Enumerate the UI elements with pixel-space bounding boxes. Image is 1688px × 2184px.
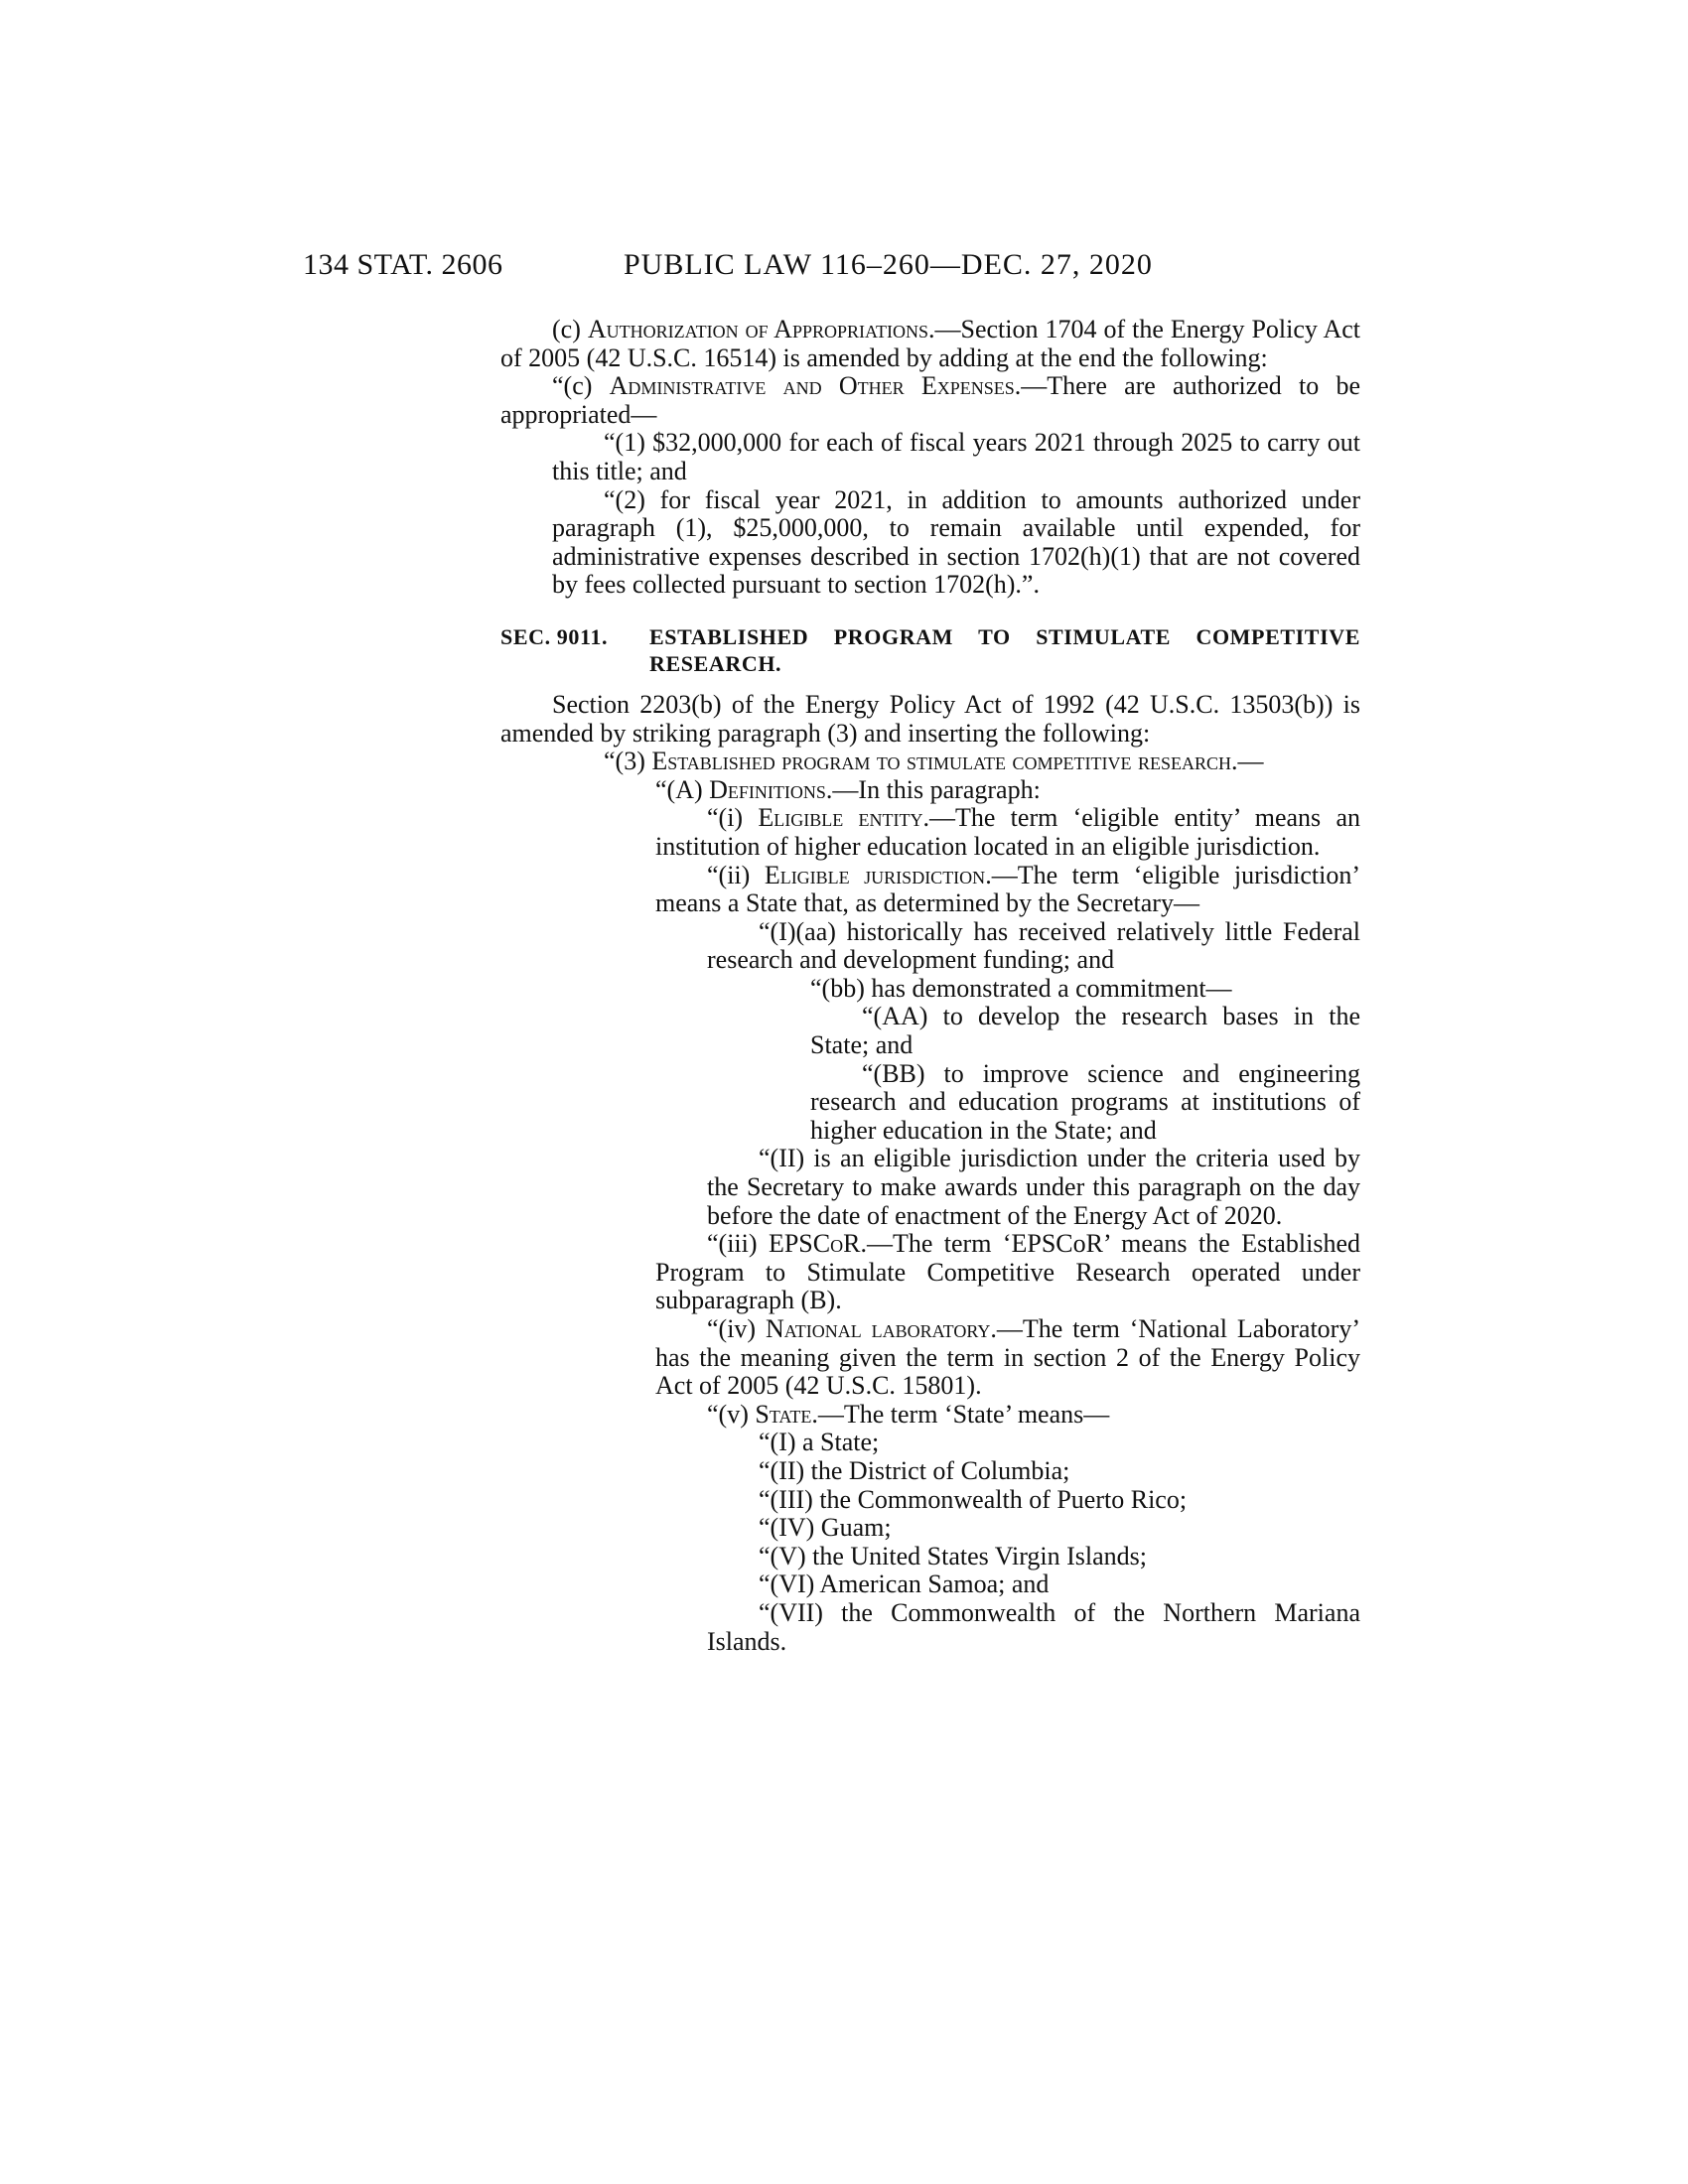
inserted-subsection-c-text: .—There are authorized to be appropriated— (500, 371, 1360, 429)
clause-iii-heading: EPSCoR (768, 1229, 861, 1259)
subsection-c-text: .—Section 1704 of the Energy Policy Act of 2005 (42 U.S.C. 16514) is amended by adding at the end the following: (500, 315, 1360, 372)
clause-i-text: .—The term ‘eligible entity’ means an institution of higher education located in an eligible jurisdiction. (655, 803, 1360, 861)
clause-iii-label: “(iii) (707, 1229, 769, 1259)
subparagraph-a (500, 776, 1360, 805)
paragraph-2: “(2) for fiscal year 2021, in addition to amounts authorized under paragraph (1), $25,000,000, to remain available until expended, for administrative expenses described in section 1702(h)(1) that are not covered by fees collected pursuant to section 1702(h).”. (552, 484, 1360, 600)
page-reference: 134 STAT. 2606 (303, 248, 503, 281)
state-item-iii: “(III) the Commonwealth of Puerto Rico; (759, 1484, 1188, 1514)
clause-iv-heading: National laboratory (766, 1314, 991, 1343)
subitem-aa: “(AA) to develop the research bases in the State; and (810, 1002, 1360, 1060)
paragraph-3-label: “(3) (604, 747, 652, 776)
state-item-i: “(I) a State; (759, 1428, 880, 1457)
clause-i (500, 804, 1360, 861)
clause-iv (500, 1315, 1360, 1401)
clause-iv-text: .—The term ‘National Laboratory’ has the meaning given the term in section 2 of the Energy Policy Act of 2005 (42 U.S.C. 15801). (655, 1314, 1360, 1401)
subsection-c-heading: Authorization of Appropriations (587, 315, 928, 343)
clause-ii-heading: Eligible jurisdiction (764, 860, 986, 889)
section-intro: Section 2203(b) of the Energy Policy Act of 1992 (42 U.S.C. 13503(b)) is amended by striking paragraph (3) and inserting the following: (500, 689, 1360, 748)
section-title: ESTABLISHED PROGRAM TO STIMULATE COMPETITIVE RESEARCH. (649, 623, 1360, 676)
state-item-vii: “(VII) the Commonwealth of the Northern Mariana Islands. (707, 1597, 1360, 1656)
clause-iii (500, 1230, 1360, 1315)
clause-v (500, 1401, 1360, 1430)
section-heading (500, 623, 1360, 677)
paragraph-3-tail: .— (1231, 747, 1264, 776)
item-bb: “(bb) has demonstrated a commitment— (810, 973, 1232, 1003)
subclause-i-aa: “(I)(aa) historically has received relatively little Federal research and development funding; and (707, 916, 1360, 975)
clause-v-label: “(v) (707, 1399, 756, 1429)
state-item-vi: “(VI) American Samoa; and (759, 1570, 1050, 1599)
subclause-ii: “(II) is an eligible jurisdiction under the criteria used by the Secretary to make awards under this paragraph on the day before the date of enactment of the Energy Act of 2020. (707, 1144, 1360, 1230)
subparagraph-a-label: “(A) (655, 774, 710, 804)
clause-i-label: “(i) (707, 803, 759, 833)
subsection-c (500, 316, 1360, 372)
inserted-subsection-c-heading: Administrative and Other Expenses (609, 371, 1015, 401)
paragraph-3 (500, 748, 1360, 776)
inserted-subsection-c (500, 372, 1360, 429)
subsection-c-label: (c) (552, 315, 588, 343)
state-item-v: “(V) the United States Virgin Islands; (759, 1541, 1148, 1570)
clause-iv-label: “(iv) (707, 1314, 766, 1343)
state-item-iv: “(IV) Guam; (759, 1513, 892, 1543)
subparagraph-a-text: .—In this paragraph: (825, 774, 1041, 804)
clause-ii-text: .—The term ‘eligible jurisdiction’ means a State that, as determined by the Secretary— (655, 860, 1360, 918)
clause-i-heading: Eligible entity (758, 803, 923, 833)
clause-v-heading: State (755, 1399, 812, 1429)
clause-ii (500, 862, 1360, 918)
clause-v-text: .—The term ‘State’ means— (811, 1399, 1110, 1429)
paragraph-3-heading: Established program to stimulate competitive research (651, 747, 1231, 776)
page-header-title: PUBLIC LAW 116–260—DEC. 27, 2020 (624, 248, 1153, 281)
state-item-ii: “(II) the District of Columbia; (759, 1455, 1070, 1485)
subparagraph-a-heading: Definitions (709, 774, 826, 804)
inserted-subsection-c-label: “(c) (552, 371, 610, 401)
clause-iii-text: .—The term ‘EPSCoR’ means the Established Program to Stimulate Competitive Research operated under subparagraph (B). (655, 1229, 1361, 1315)
clause-ii-label: “(ii) (707, 860, 765, 889)
paragraph-1: “(1) $32,000,000 for each of fiscal years 2021 through 2025 to carry out this title; and (552, 428, 1360, 485)
subitem-bb: “(BB) to improve science and engineering research and education programs at institutions of higher education in the State; and (810, 1058, 1360, 1145)
document-body (500, 316, 1360, 1656)
section-number: SEC. 9011. (500, 623, 609, 649)
